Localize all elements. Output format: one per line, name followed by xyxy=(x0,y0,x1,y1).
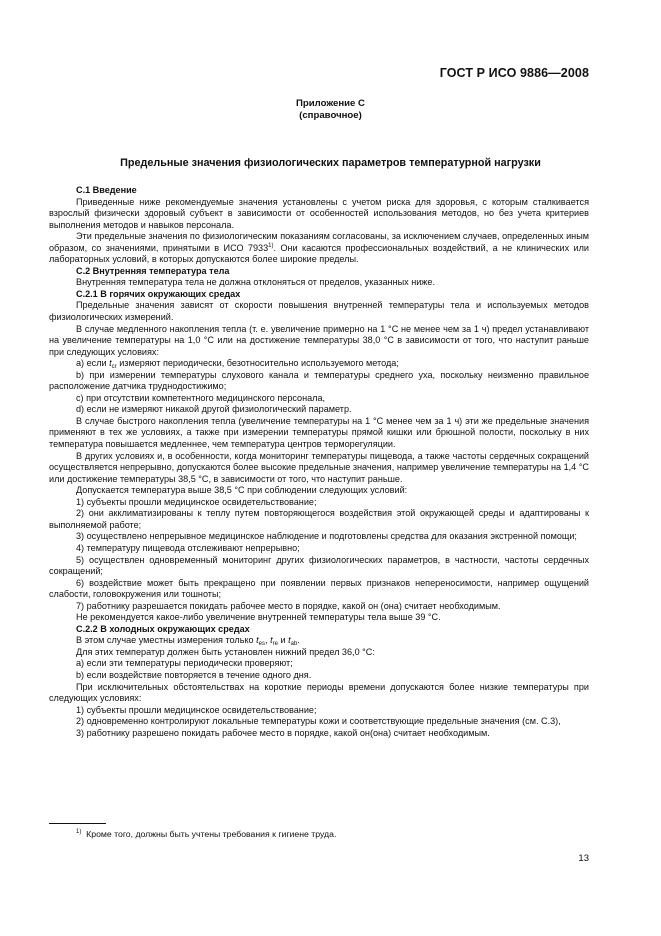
paragraph: Приведенные ниже рекомендуемые значения установлены с учетом риска для здоровья, с которым сталкивается взрослый физически здоровый субъект в зависимости от особенностей использования методов, но без учета критериев выполнения методов и навыков персонала. xyxy=(49,196,589,230)
annex-type: (справочное) xyxy=(299,110,362,121)
paragraph: Внутренняя температура тела не должна отклоняться от пределов, указанных ниже. xyxy=(76,277,435,288)
page-title: Предельные значения физиологических параметров температурной нагрузки xyxy=(120,157,541,169)
document-body xyxy=(49,185,589,739)
footnote-divider xyxy=(49,823,106,824)
paragraph: При исключительных обстоятельствах на короткие периоды времени допускаются более низкие температуры при следующих условиях: xyxy=(49,681,589,704)
document-standard-header: ГОСТ Р ИСО 9886—2008 xyxy=(439,66,589,80)
paragraph: Не рекомендуется какое-либо увеличение внутренней температуры тела выше 39 °С. xyxy=(76,612,441,623)
list-item: 2) они акклиматизированы к теплу путем повторяющегося воздействия этой окружающей среды и адаптированы к выполняемой работе; xyxy=(49,508,589,530)
list-item: 7) работнику разрешается покидать рабочее место в порядке, какой он (она) считает необходимым. xyxy=(76,600,501,611)
paragraph: В случае быстрого накопления тепла (увеличение температуры на 1 °С менее чем за 1 ч) эти же предельные значения применяют в тех же условиях, а также при измерении температуры прямой кишки или брюшной полости, поскольку в них температура повышается медленнее, чем температура центров терморегуляции. xyxy=(49,415,589,450)
list-item: 1) субъекты прошли медицинское освидетельствование; xyxy=(76,704,317,715)
page-number: 13 xyxy=(578,853,589,864)
footnote xyxy=(76,829,336,839)
footnote-marker: 1) xyxy=(76,829,82,835)
list-item: a) если $t_{cr}$ измеряют периодически, безотносительно используемого метода; xyxy=(76,358,399,371)
paragraph: В других условиях и, в особенности, когда мониторинг температуры пищевода, а также частоты сердечных сокращений осуществляется непрерывно, допускаются более высокие предельные значения, например увеличение температуры на 1,4 °С или достижение температуры 38,5 °С, в зависимости от того, что наступит раньше. xyxy=(49,450,589,484)
paragraph: Допускается температура выше 38,5 °С при соблюдении следующих условий: xyxy=(76,485,408,496)
paragraph: Для этих температур должен быть установлен нижний предел 36,0 °С: xyxy=(76,646,375,657)
paragraph: Предельные значения зависят от скорости повышения внутренней температуры тела и используемых методов физиологических измерений. xyxy=(49,300,589,323)
section-heading-c22: С.2.2 В холодных окружающих средах xyxy=(76,623,250,634)
list-item: c) при отсутствии компетентного медицинского персонала, xyxy=(76,392,326,403)
footnote-ref: 1) xyxy=(268,242,274,249)
section-heading-c2: С.2 Внутренняя температура тела xyxy=(76,265,230,276)
list-item: 1) субъекты прошли медицинское освидетельствование; xyxy=(76,496,317,507)
footnote-text: Кроме того, должны быть учтены требования к гигиене труда. xyxy=(86,829,337,839)
list-item: a) если эти температуры периодически проверяют; xyxy=(76,658,293,669)
list-item: b) при измерении температуры слухового канала и температуры среднего уха, поскольку неизменно правильное расположение датчика труднодостижимо; xyxy=(49,369,589,392)
list-item: 3) осуществлено непрерывное медицинское наблюдение и подготовлены средства для оказания экстренной помощи; xyxy=(76,531,577,542)
list-item: 6) воздействие может быть прекращено при появлении первых признаков непереносимости, например ощущений слабости, головокружения или тошноты; xyxy=(49,577,589,600)
list-item: 3) работнику разрешено покидать рабочее место в порядке, какой он(она) считает необходимым. xyxy=(76,727,490,738)
list-item: 5) осуществлен одновременный мониторинг других физиологических параметров, в частности, частоты сердечных сокращений; xyxy=(49,554,589,577)
paragraph: В этом случае уместны измерения только $t_{es}$, $t_{re}$ и $t_{ab}$. xyxy=(76,635,300,648)
section-heading-c21: С.2.1 В горячих окружающих средах xyxy=(76,288,241,299)
paragraph: В случае медленного накопления тепла (т. е. увеличение примерно на 1 °С не менее чем за 1 ч) предел устанавливают на увеличение температуры на 1,0 °С или на достижение температуры 38,0 °С в зависимости от того, что наступит раньше при следующих условиях: xyxy=(49,323,589,357)
list-item: b) если воздействие повторяется в течение одного дня. xyxy=(76,669,312,680)
list-item: 4) температуру пищевода отслеживают непрерывно; xyxy=(76,542,300,553)
list-item: d) если не измеряют никакой другой физиологический параметр. xyxy=(76,404,352,415)
list-item: 2) одновременно контролируют локальные температуры кожи и соответствующие предельные значения (см. С.3), xyxy=(76,716,561,727)
paragraph: Эти предельные значения по физиологическим показаниям согласованы, за исключением случаев, определенных иным образом, со значениями, принятыми в ИСО 7933$^{1)}$. Они касаются профессиональных воздействий, а не клинических или лабораторных условий, в которых допускаются более широкие пределы. xyxy=(49,231,589,265)
annex-label: Приложение С xyxy=(296,98,365,109)
section-heading-c1: С.1 Введение xyxy=(76,185,137,195)
